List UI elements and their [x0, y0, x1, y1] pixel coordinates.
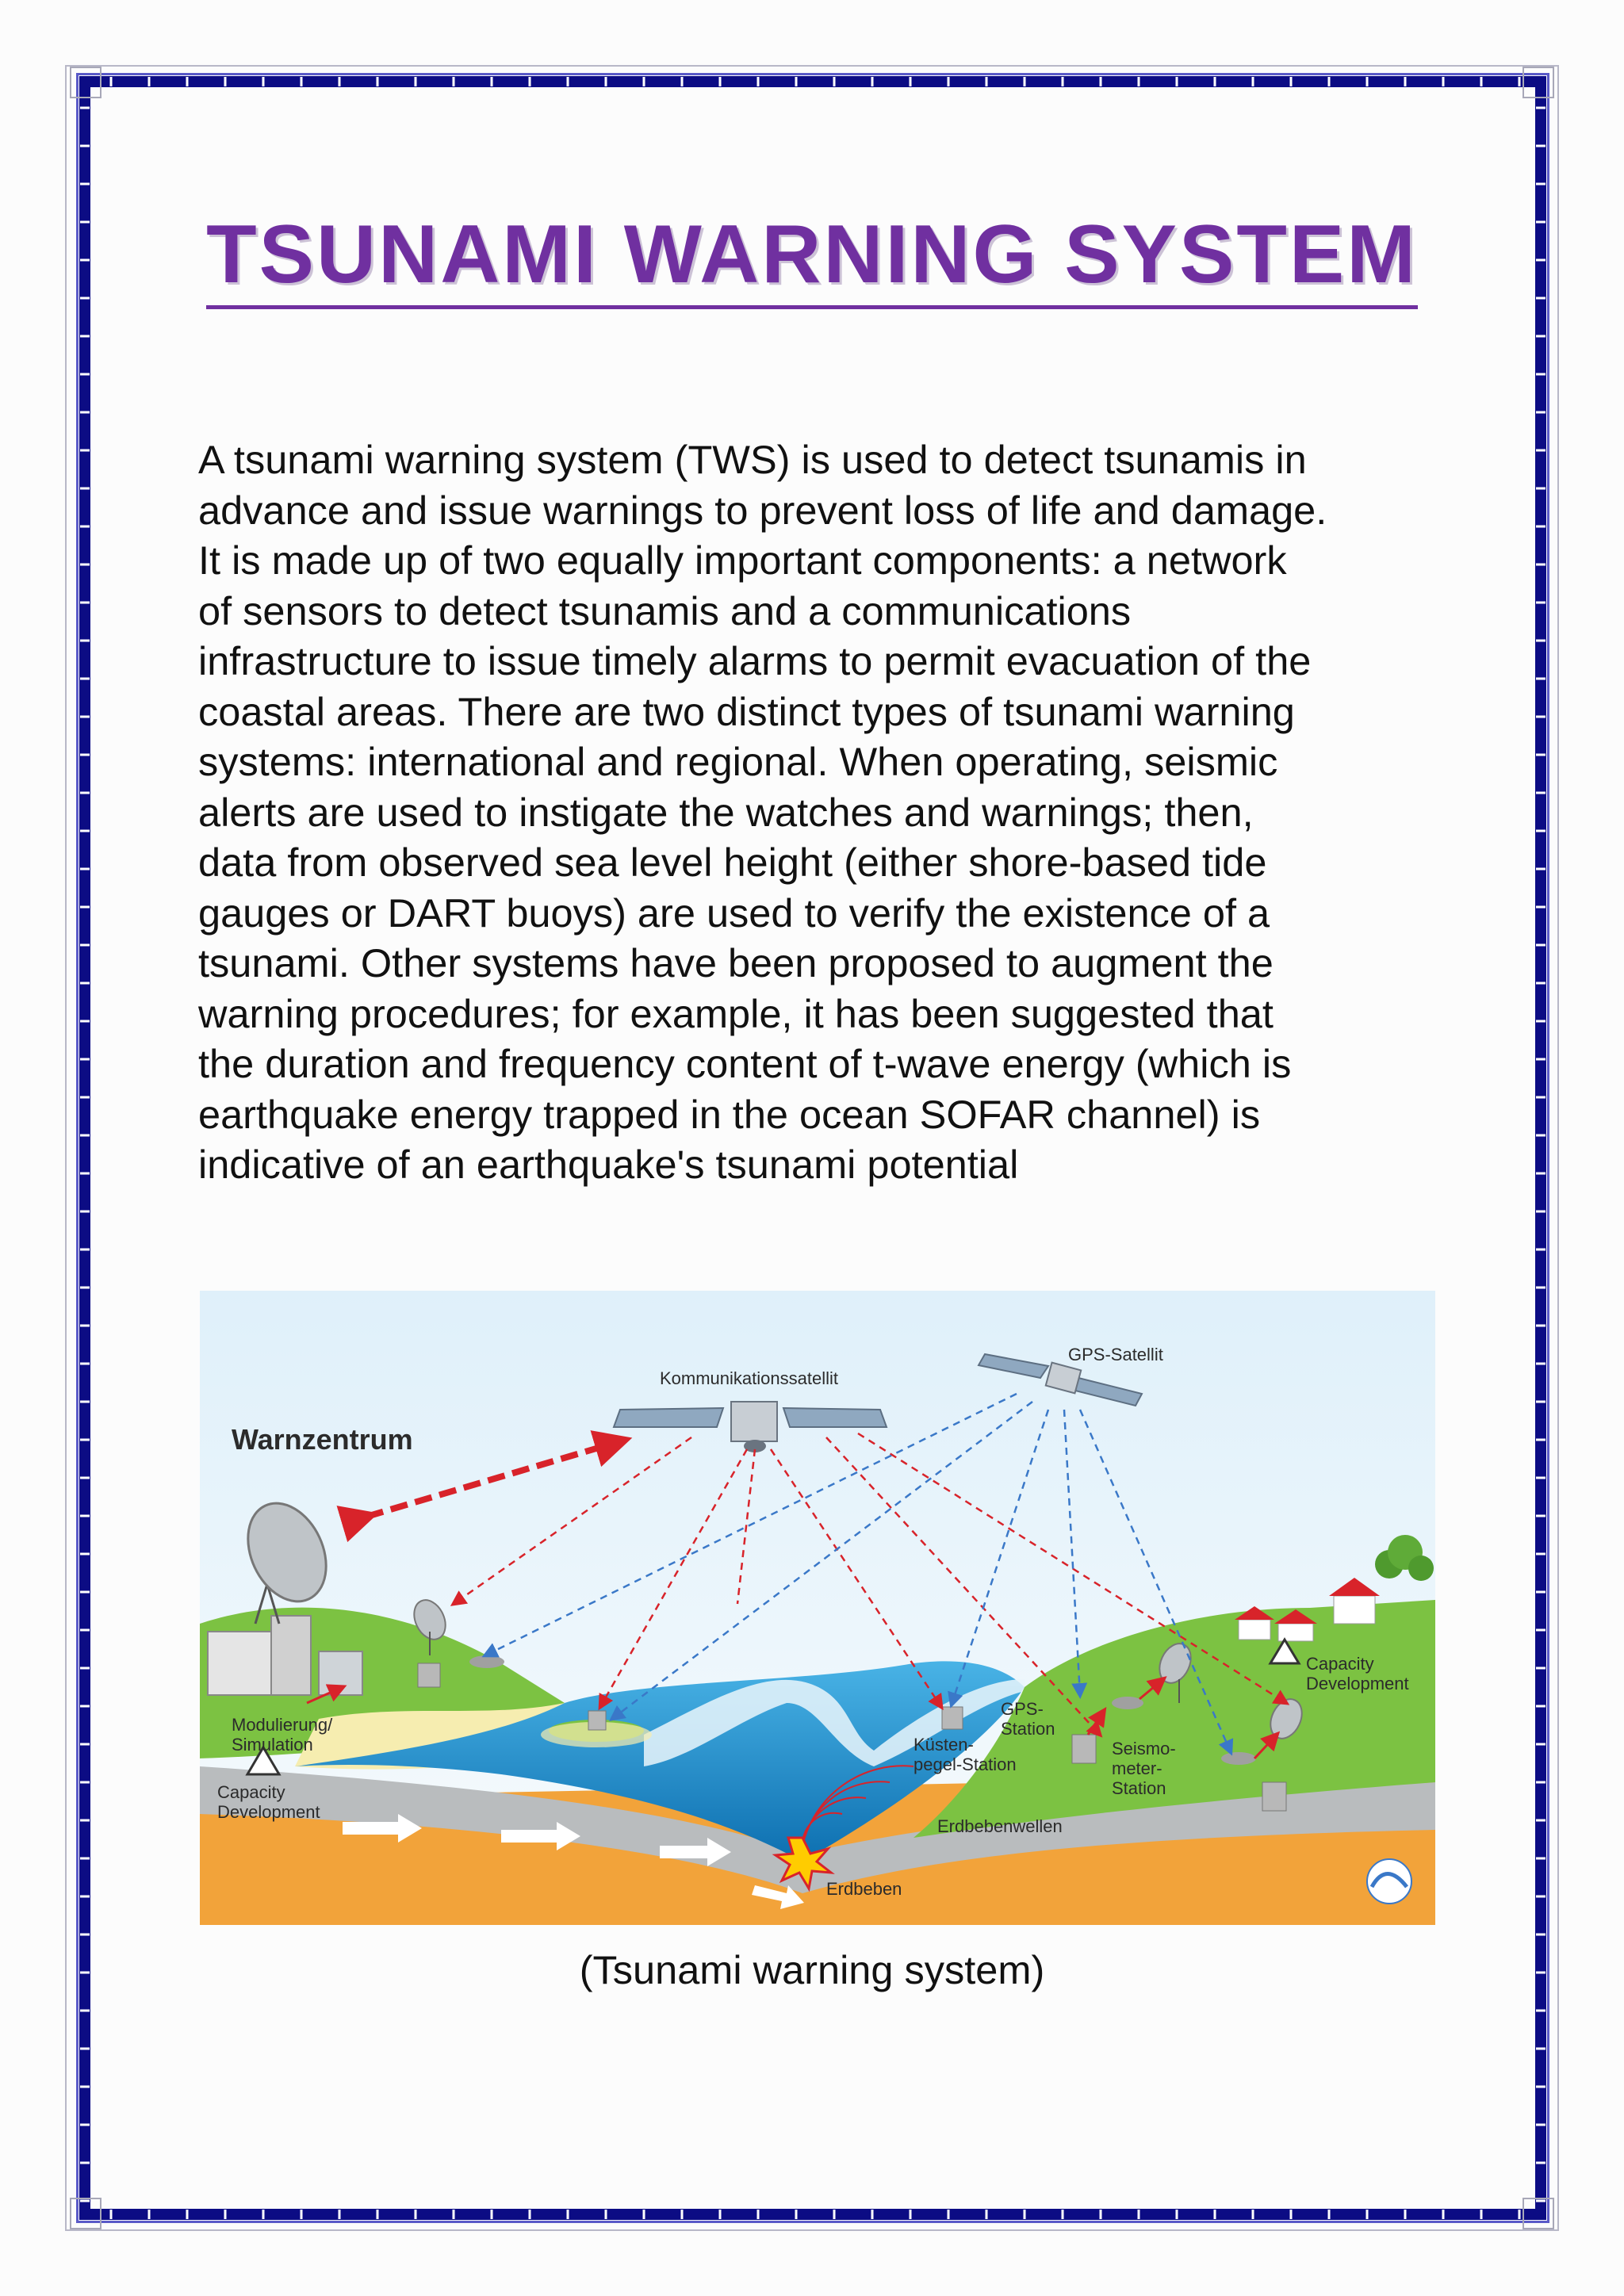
- paragraph-line: warning procedures; for example, it has been suggested that: [198, 990, 1274, 1036]
- paragraph-line: infrastructure to issue timely alarms to permit evacuation of the: [198, 638, 1312, 683]
- paragraph-line: indicative of an earthquake's tsunami potential: [198, 1142, 1019, 1187]
- paragraph-line: advance and issue warnings to prevent loss of life and damage.: [198, 487, 1327, 533]
- coastal-gauge-station: [942, 1707, 963, 1729]
- label-coastal-1: Küsten-: [914, 1735, 974, 1755]
- label-capacity-right-1: Capacity: [1306, 1654, 1374, 1674]
- label-modeling-2: Simulation: [232, 1735, 313, 1755]
- paragraph-line: systems: international and regional. When operating, seismic: [198, 739, 1278, 784]
- body-paragraph: [198, 434, 1451, 1190]
- paragraph-line: the duration and frequency content of t-wave energy (which is: [198, 1041, 1292, 1086]
- paragraph-line: A tsunami warning system (TWS) is used to detect tsunamis in: [198, 437, 1307, 482]
- label-gps-station-2: Station: [1001, 1719, 1055, 1739]
- label-capacity-right-2: Development: [1306, 1674, 1409, 1693]
- label-modeling-1: Modulierung/: [232, 1715, 333, 1735]
- corner-mark-tr: [1522, 67, 1554, 98]
- label-seismo-2: meter-: [1112, 1758, 1162, 1778]
- paragraph-line: alerts are used to instigate the watches and warnings; then,: [198, 789, 1254, 835]
- paragraph-line: gauges or DART buoys) are used to verify the existence of a: [198, 890, 1270, 936]
- paragraph-line: coastal areas. There are two distinct types of tsunami warning: [198, 688, 1295, 734]
- paragraph-line: earthquake energy trapped in the ocean SOFAR channel) is: [198, 1091, 1261, 1137]
- page-title: TSUNAMI WARNING SYSTEM: [0, 208, 1624, 309]
- label-quake-waves: Erdbebenwellen: [937, 1816, 1063, 1836]
- corner-mark-bl: [70, 2198, 102, 2229]
- tsunami-system-illustration: [200, 1291, 1435, 1925]
- figure-caption: (Tsunami warning system): [579, 1947, 1045, 1992]
- gitews-logo: [1367, 1859, 1411, 1904]
- label-capacity-left-1: Capacity: [217, 1782, 285, 1802]
- corner-mark-br: [1522, 2198, 1554, 2229]
- label-earthquake: Erdbeben: [826, 1879, 902, 1899]
- label-warning-center: Warnzentrum: [232, 1423, 413, 1456]
- paragraph-line: It is made up of two equally important components: a network: [198, 538, 1287, 583]
- label-gps-station-1: GPS-: [1001, 1699, 1044, 1719]
- paragraph-line: tsunami. Other systems have been proposed to augment the: [198, 940, 1274, 985]
- label-seismo-1: Seismo-: [1112, 1739, 1176, 1758]
- paragraph-line: data from observed sea level height (either shore-based tide: [198, 840, 1267, 885]
- corner-mark-tl: [70, 67, 102, 98]
- seismometer-station: [1072, 1735, 1096, 1763]
- label-coastal-2: pegel-Station: [914, 1755, 1017, 1774]
- paragraph-line: of sensors to detect tsunamis and a communications: [198, 587, 1132, 633]
- island-gauge: [588, 1711, 606, 1730]
- label-comm-satellite: Kommunikationssatellit: [660, 1368, 838, 1388]
- label-gps-satellite: GPS-Satellit: [1068, 1345, 1163, 1364]
- label-seismo-3: Station: [1112, 1778, 1166, 1798]
- label-capacity-left-2: Development: [217, 1802, 320, 1822]
